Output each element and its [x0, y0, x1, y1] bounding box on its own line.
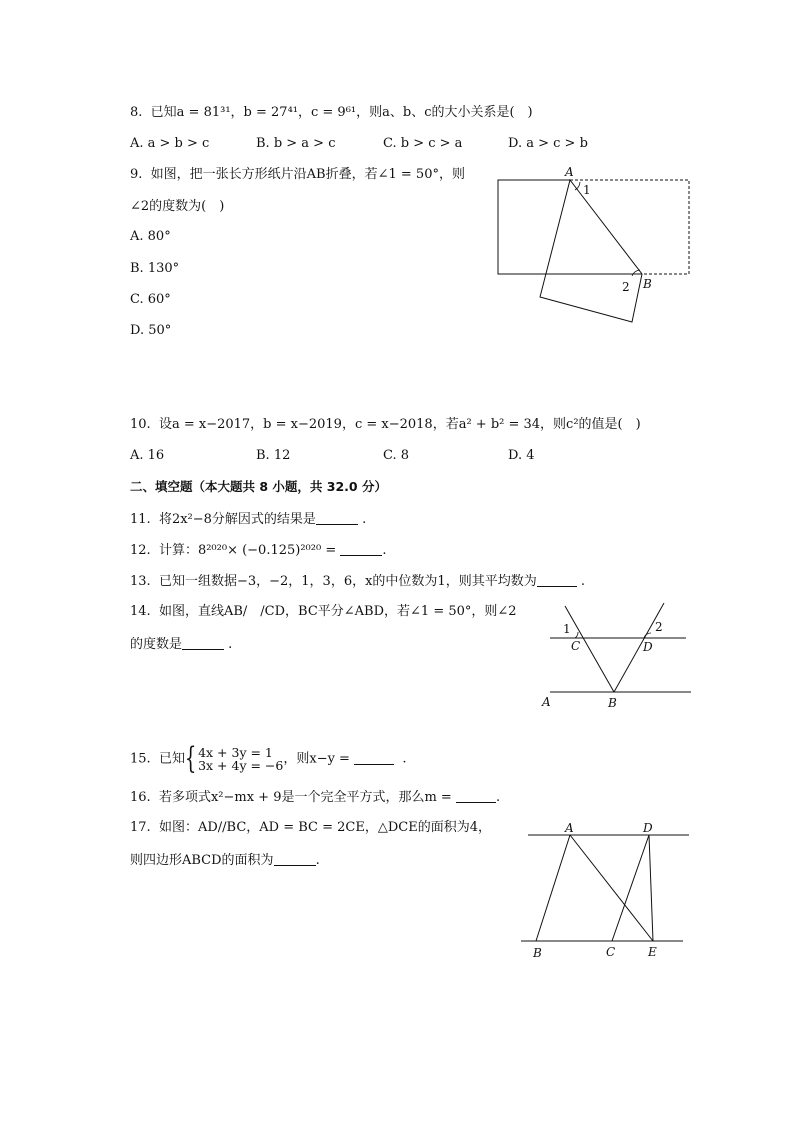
q14-label-1: 1 — [563, 622, 571, 636]
q9-label-2: 2 — [622, 280, 630, 294]
q15-stem — [130, 741, 407, 776]
q9-option-a: A. 80° — [130, 229, 171, 244]
q17-stem-line1 — [130, 819, 491, 837]
q17-label-c: C — [606, 945, 616, 959]
q14-line-bd — [614, 603, 664, 692]
q15-brace: { — [184, 741, 197, 776]
q17-segment-ab — [536, 835, 570, 941]
q14-answer-blank[interactable] — [182, 635, 224, 650]
q8-option-d: D. a > c > b — [508, 136, 588, 151]
q15-middle: ，则x−y = — [283, 751, 350, 767]
q10-number: 10. — [130, 417, 151, 432]
q17-period: . — [315, 853, 320, 868]
q9-stem-line2: ∠2的度数为( ) — [130, 199, 225, 214]
q8-number: 8. — [130, 105, 143, 120]
q17-answer-blank[interactable] — [274, 851, 316, 866]
q17-segment-de — [649, 835, 653, 941]
q11-stem — [130, 510, 366, 529]
q12-period: . — [382, 543, 387, 558]
q11-period: . — [362, 512, 367, 527]
q14-text-1: 如图，直线AB/ /CD，BC平分∠ABD，若∠1 = 50°，则∠2 — [158, 604, 517, 619]
q13-stem — [130, 572, 585, 591]
q10-option-c: C. 8 — [383, 448, 410, 463]
q13-period: . — [580, 574, 585, 589]
q14-stem-line2 — [130, 635, 232, 654]
q16-text: 若多项式x²−mx + 9是一个完全平方式，那么m = — [158, 790, 452, 805]
q14-text-2: 的度数是 — [130, 637, 183, 652]
q16-period: . — [495, 790, 501, 805]
q15-period: . — [402, 751, 407, 767]
q17-label-e: E — [648, 945, 657, 959]
q8-text: 已知a = 81³¹，b = 27⁴¹，c = 9⁶¹，则a、b、c的大小关系是( ) — [150, 105, 533, 120]
q15-number: 15. — [130, 751, 151, 767]
q8-option-a: A. a > b > c — [130, 136, 210, 151]
q15-eq2: 3x + 4y = −6 — [198, 758, 284, 773]
q14-period: . — [228, 637, 233, 652]
q9-label-a: A — [565, 165, 574, 179]
q12-answer-blank[interactable] — [340, 541, 382, 556]
q8-stem — [130, 104, 533, 122]
q11-answer-blank[interactable] — [316, 510, 358, 525]
q9-label-1: 1 — [583, 183, 591, 197]
q16-number: 16. — [130, 790, 151, 805]
q14-label-d: D — [643, 640, 653, 654]
q16-stem — [130, 788, 500, 807]
q17-segment-ae — [570, 835, 653, 941]
q8-option-c: C. b > c > a — [383, 136, 463, 151]
q9-option-d: D. 50° — [130, 323, 172, 338]
q14-figure — [535, 600, 695, 712]
q14-label-c: C — [571, 639, 581, 653]
section2-title: 二、填空题（本大题共 8 小题，共 32.0 分） — [130, 479, 387, 494]
q17-stem-line2 — [130, 851, 320, 870]
q10-option-a: A. 16 — [130, 448, 165, 463]
q10-option-b: B. 12 — [256, 448, 291, 463]
q10-option-d: D. 4 — [508, 448, 535, 463]
q16-answer-blank[interactable] — [456, 788, 496, 803]
q14-number: 14. — [130, 604, 151, 619]
q17-label-b: B — [533, 946, 542, 960]
q9-label-b: B — [643, 277, 652, 291]
q9-angle1-arc — [575, 182, 580, 190]
q13-text: 已知一组数据−3，−2，1，3，6，x的中位数为1，则其平均数为 — [158, 574, 537, 589]
q9-number: 9. — [130, 167, 143, 182]
q10-stem — [130, 416, 641, 434]
q17-label-a: A — [565, 821, 574, 835]
q9-text-1: 如图，把一张长方形纸片沿AB折叠，若∠1 = 50°，则 — [150, 167, 465, 182]
q14-label-2: 2 — [655, 620, 663, 634]
q17-number: 17. — [130, 820, 151, 835]
q9-option-b: B. 130° — [130, 261, 180, 276]
q14-label-b: B — [608, 696, 617, 710]
q13-number: 13. — [130, 574, 151, 589]
q15-eq1: 4x + 3y = 1 — [198, 745, 273, 760]
q9-stem-line1 — [130, 166, 465, 184]
q9-option-c: C. 60° — [130, 292, 171, 307]
q9-angle2-arc — [632, 270, 640, 276]
q13-answer-blank[interactable] — [537, 572, 577, 587]
q11-number: 11. — [130, 512, 151, 527]
q17-label-d: D — [643, 821, 653, 835]
q12-stem — [130, 541, 387, 560]
q12-text: 计算：8²⁰²⁰× (−0.125)²⁰²⁰ = — [158, 543, 337, 558]
q11-text: 将2x²−8分解因式的结果是 — [158, 512, 316, 527]
q15-equation-system — [198, 746, 283, 772]
q15-text: 已知 — [158, 751, 185, 767]
q12-number: 12. — [130, 543, 151, 558]
q9-rectangle-edge — [498, 180, 570, 274]
q14-angle1-arc — [575, 632, 578, 638]
q9-figure — [490, 162, 700, 332]
q14-label-a: A — [542, 695, 551, 709]
q15-answer-blank[interactable] — [354, 750, 394, 765]
q17-segment-dc — [612, 835, 649, 941]
q9-folded-part — [540, 180, 642, 322]
q17-text-1: 如图：AD//BC，AD = BC = 2CE，△DCE的面积为4， — [158, 820, 491, 835]
q17-figure — [515, 818, 695, 966]
q8-option-b: B. b > a > c — [256, 136, 336, 151]
q10-text: 设a = x−2017，b = x−2019，c = x−2018，若a² + b² = 34，则c²的值是( ) — [158, 417, 641, 432]
q17-text-2: 则四边形ABCD的面积为 — [130, 853, 274, 868]
q14-stem-line1 — [130, 603, 517, 621]
